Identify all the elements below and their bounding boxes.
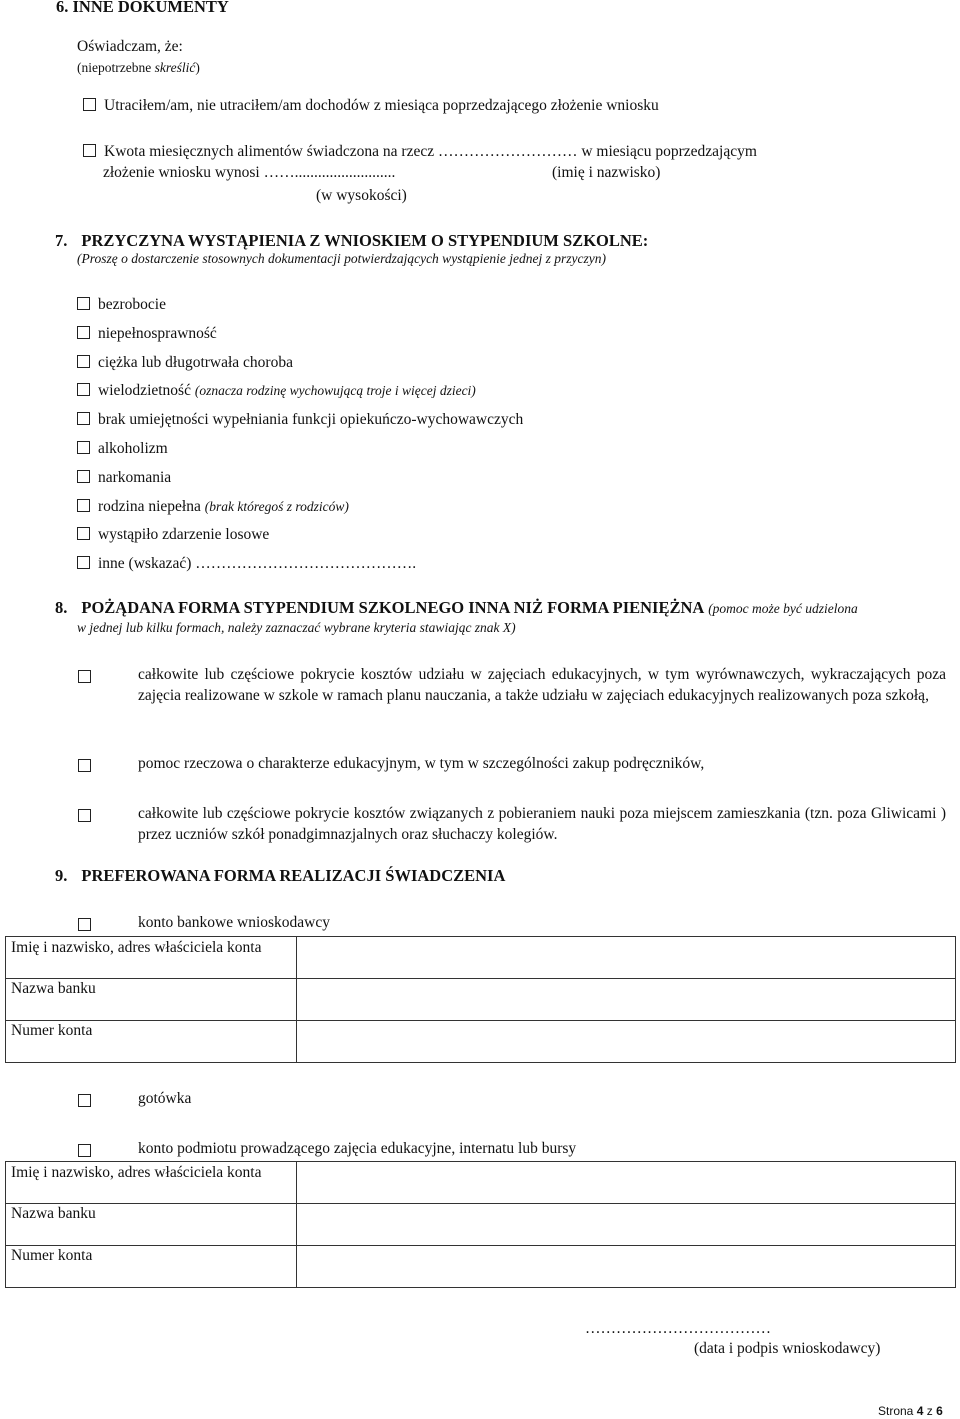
section6-note: (niepotrzebne skreślić) <box>77 60 200 75</box>
checkbox-reason[interactable] <box>77 383 90 396</box>
section7-item[interactable] <box>77 411 523 429</box>
section7-item[interactable] <box>77 526 269 544</box>
section7-item[interactable] <box>77 469 171 487</box>
option-bank-account: konto bankowe wnioskodawcy <box>138 914 330 931</box>
field-bank-name[interactable] <box>297 1204 956 1246</box>
reason-note: (brak któregoś z rodziców) <box>204 498 349 514</box>
section6-option-income[interactable] <box>83 97 659 115</box>
reason-label: rodzina niepełna <box>98 497 201 515</box>
reason-label: brak umiejętności wypełniania funkcji opiekuńczo-wychowawczych <box>98 411 524 429</box>
option-alimony-line2: złożenie wniosku wynosi …….......................... <box>103 164 396 181</box>
option-alimony-line1: Kwota miesięcznych alimentów świadczona na rzecz ……………………… w miesiącu poprzedzającym <box>104 143 757 160</box>
checkbox-reason[interactable] <box>77 527 90 540</box>
checkbox-reason[interactable] <box>77 441 90 454</box>
reason-label: bezrobocie <box>98 296 166 313</box>
label-bank-name: Nazwa banku <box>6 979 297 1021</box>
section8-heading: 8. POŻĄDANA FORMA STYPENDIUM SZKOLNEGO INNA NIŻ FORMA PIENIĘŻNA (pomoc może być udzielona <box>55 598 858 617</box>
label-owner: Imię i nazwisko, adres właściciela konta <box>6 1162 297 1204</box>
checkbox-cash[interactable] <box>78 1094 91 1107</box>
field-account-number[interactable] <box>297 1246 956 1288</box>
field-owner[interactable] <box>297 1162 956 1204</box>
section8-note: w jednej lub kilku formach, należy zaznaczać wybrane kryteria stawiając znak X) <box>77 620 516 635</box>
reason-label: wielodzietność <box>98 382 191 400</box>
reason-label: niepełnosprawność <box>98 324 217 342</box>
section6-heading: 6. INNE DOKUMENTY <box>56 0 229 16</box>
entity-account-table <box>5 1161 956 1288</box>
section7-item[interactable] <box>77 382 476 400</box>
checkbox-income[interactable] <box>83 98 96 111</box>
checkbox-reason[interactable] <box>77 556 90 569</box>
signature-line: ……………………………… <box>585 1320 771 1337</box>
checkbox-reason[interactable] <box>77 499 90 512</box>
field-account-number[interactable] <box>297 1021 956 1063</box>
reason-label: inne (wskazać) ……………………………………. <box>98 555 417 573</box>
checkbox-edu-costs[interactable] <box>78 670 91 683</box>
section6-option-alimony[interactable] <box>83 143 757 161</box>
label-bank-name: Nazwa banku <box>6 1204 297 1246</box>
reason-note: (oznacza rodzinę wychowującą troje i więcej dzieci) <box>194 383 476 399</box>
reason-label: wystąpiło zdarzenie losowe <box>98 526 270 544</box>
checkbox-material-aid[interactable] <box>78 759 91 772</box>
checkbox-alimony[interactable] <box>83 144 96 157</box>
section7-heading: 7. PRZYCZYNA WYSTĄPIENIA Z WNIOSKIEM O STYPENDIUM SZKOLNE: <box>55 231 649 250</box>
checkbox-reason[interactable] <box>77 470 90 483</box>
section7-item[interactable] <box>77 325 217 343</box>
field-bank-name[interactable] <box>297 979 956 1021</box>
option-income-label: Utraciłem/am, nie utraciłem/am dochodów z miesiąca poprzedzającego złożenie wniosku <box>104 97 659 114</box>
option-out-of-town: całkowite lub częściowe pokrycie kosztów związanych z pobieraniem nauki poza miejscem zamieszkania (tzn. poza Gliwicami ) przez uczniów szkół ponadgimnazjalnych oraz słuchaczy kolegiów. <box>138 805 946 843</box>
label-account-number: Numer konta <box>6 1021 297 1063</box>
field-owner[interactable] <box>297 937 956 979</box>
section7-item[interactable] <box>77 440 168 458</box>
option-entity-account: konto podmiotu prowadzącego zajęcia edukacyjne, internatu lub bursy <box>138 1140 577 1157</box>
reason-label: narkomania <box>98 468 172 486</box>
section7-note: (Proszę o dostarczenie stosownych dokumentacji potwierdzających wystąpienie jednej z przyczyn) <box>77 251 607 266</box>
label-account-number: Numer konta <box>6 1246 297 1288</box>
option-edu-costs: całkowite lub częściowe pokrycie kosztów udziału w zajęciach edukacyjnych, w tym wyrównawczych, wykraczających poza zajęcia realizowane w szkole w ramach planu nauczania, a także udziału w zajęciach edukacyjnych realizowanych poza szkołą, <box>138 666 946 704</box>
section7-item[interactable] <box>77 354 293 372</box>
signature-label: (data i podpis wnioskodawcy) <box>694 1340 881 1357</box>
reason-label: alkoholizm <box>98 440 168 457</box>
checkbox-reason[interactable] <box>77 412 90 425</box>
section7-item[interactable] <box>77 296 166 314</box>
reason-label: ciężka lub długotrwała choroba <box>98 353 293 371</box>
option-alimony-name-label: (imię i nazwisko) <box>552 164 661 181</box>
label-owner: Imię i nazwisko, adres właściciela konta <box>6 937 297 979</box>
option-alimony-amount-label: (w wysokości) <box>316 187 407 204</box>
checkbox-out-of-town[interactable] <box>78 809 91 822</box>
checkbox-reason[interactable] <box>77 297 90 310</box>
section7-item[interactable] <box>77 498 349 516</box>
checkbox-reason[interactable] <box>77 326 90 339</box>
section7-item[interactable] <box>77 555 416 573</box>
section6-intro: Oświadczam, że: <box>77 38 183 55</box>
checkbox-entity-account[interactable] <box>78 1144 91 1157</box>
checkbox-reason[interactable] <box>77 355 90 368</box>
checkbox-bank-account[interactable] <box>78 918 91 931</box>
applicant-account-table <box>5 936 956 1063</box>
page-number: Strona 4 z 6 <box>878 1404 943 1418</box>
option-material-aid: pomoc rzeczowa o charakterze edukacyjnym, w tym w szczególności zakup podręczników, <box>138 755 705 772</box>
option-cash: gotówka <box>138 1090 192 1107</box>
section9-heading: 9. PREFEROWANA FORMA REALIZACJI ŚWIADCZENIA <box>55 866 506 885</box>
